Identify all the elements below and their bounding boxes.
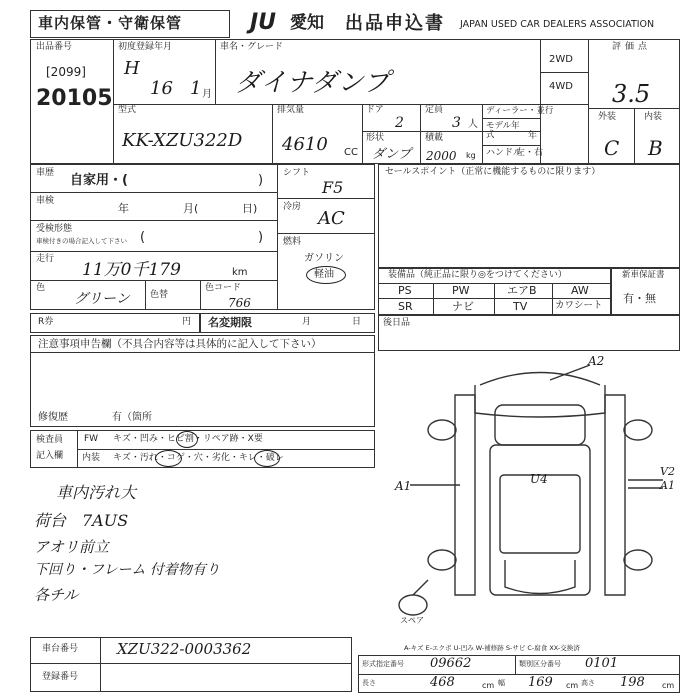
color-code-value: 766 bbox=[228, 296, 251, 310]
recv-note: 車検付きの場合記入して下さい bbox=[36, 237, 127, 245]
chassis-value: XZU322-0003362 bbox=[117, 640, 252, 658]
registration-year: 16 bbox=[150, 78, 173, 99]
drive-4wd: 4WD bbox=[549, 81, 573, 92]
warranty-options: 有・無 bbox=[623, 292, 656, 305]
chassis-label: 車台番号 bbox=[42, 644, 79, 654]
note-line-5: 各チル bbox=[34, 586, 79, 604]
spare-wheel bbox=[399, 595, 427, 615]
body-type-label: 形状 bbox=[366, 133, 385, 143]
displacement-label: 排気量 bbox=[277, 105, 305, 115]
color-label: 色 bbox=[36, 283, 46, 293]
dent-circle bbox=[176, 431, 198, 448]
note-line-3: アオリ前立 bbox=[34, 538, 109, 556]
spec-model-label: 形式指定番号 bbox=[362, 660, 404, 668]
fuel-label: 燃料 bbox=[283, 237, 302, 247]
load-unit: kg bbox=[466, 151, 476, 160]
car-name: ダイナダンプ bbox=[235, 68, 390, 98]
warranty-label: 新車保証書 bbox=[622, 270, 665, 280]
spec-height-unit: cm bbox=[662, 681, 675, 690]
inspector-fw-items: キズ・凹み・ヒビ割・リペア跡・X要 bbox=[113, 434, 263, 444]
doors-label: ドア bbox=[366, 105, 384, 115]
name-label: 車名・グレード bbox=[220, 42, 284, 52]
name-change-label: 名変期限 bbox=[208, 316, 252, 329]
spec-class-label: 類別区分番号 bbox=[519, 660, 561, 668]
history-label: 車歴 bbox=[36, 168, 55, 178]
name-change-month: 月 bbox=[302, 317, 312, 327]
spec-height-label: 高さ bbox=[581, 679, 595, 687]
lot-number: 20105 bbox=[36, 86, 113, 111]
handle-label: ハンドル bbox=[486, 148, 523, 158]
dealer-label: ディーラー・並行 bbox=[486, 106, 554, 116]
history-close: ) bbox=[258, 173, 264, 188]
cooling-value: AC bbox=[318, 208, 345, 229]
wheel-fl bbox=[428, 420, 456, 440]
spec-class-value: 0101 bbox=[585, 656, 619, 671]
fuel-diesel: 軽油 bbox=[314, 269, 334, 280]
equip-navi: ナビ bbox=[452, 300, 474, 313]
name-change-day: 日 bbox=[352, 317, 362, 327]
note-line-4: 下回り・フレーム 付着物有り bbox=[34, 562, 220, 578]
spare-label: スペア bbox=[400, 616, 424, 625]
truck-right-side bbox=[605, 395, 625, 595]
worn-circle bbox=[254, 450, 280, 467]
model-label: 型式 bbox=[118, 105, 137, 115]
interior-label: 内装 bbox=[644, 112, 663, 122]
leader-a2 bbox=[550, 365, 590, 380]
selling-point-label: セールスポイント（正常に機能するものに限ります） bbox=[385, 167, 601, 177]
spec-height-value: 198 bbox=[620, 675, 645, 690]
mark-a2: A2 bbox=[588, 354, 605, 368]
leader-spare bbox=[413, 580, 428, 595]
after-reg-label: 後日品 bbox=[383, 318, 411, 328]
interior-grade: B bbox=[648, 136, 663, 160]
recv-open: ( bbox=[140, 230, 146, 245]
equip-aw: AW bbox=[571, 284, 589, 297]
inspection-month: 月( bbox=[183, 202, 199, 215]
load-value: 2000 bbox=[426, 149, 457, 163]
color-value: グリーン bbox=[74, 291, 130, 307]
spec-width-value: 169 bbox=[528, 675, 553, 690]
damage-legend: A-キズ E-エクボ U-凹み W-補修跡 S-サビ C-腐食 XX-交換済 bbox=[404, 644, 580, 652]
mileage-label: 走行 bbox=[36, 254, 55, 264]
plate-label: 登録番号 bbox=[42, 672, 79, 682]
model-year-suffix: 年 bbox=[528, 131, 538, 141]
inspector-int-items: キズ・汚れ・コゲ・穴・劣化・キレ・破レ bbox=[113, 453, 284, 463]
doors-value: 2 bbox=[395, 115, 404, 131]
displacement-value: 4610 bbox=[282, 134, 328, 155]
registration-era: H bbox=[124, 58, 140, 79]
sheet-title: 出品申込書 bbox=[345, 13, 445, 34]
registration-month-suffix: 月 bbox=[202, 89, 212, 100]
recycle-label: R券 bbox=[38, 317, 54, 327]
fuel-gasoline: ガソリン bbox=[304, 253, 344, 264]
lot-label: 出品番号 bbox=[36, 42, 73, 52]
handle-options: 左・右 bbox=[516, 148, 544, 158]
equip-sr: SR bbox=[398, 300, 413, 313]
load-label: 積載 bbox=[425, 133, 444, 143]
inspection-label: 車検 bbox=[36, 196, 55, 206]
repaint-label: 色替 bbox=[150, 290, 169, 300]
damage-diagram bbox=[380, 355, 695, 625]
truck-rear bbox=[505, 560, 575, 594]
wheel-rr bbox=[624, 550, 652, 570]
spec-length-unit: cm bbox=[482, 681, 495, 690]
inspection-year: 年 bbox=[118, 202, 129, 215]
equip-leather-seat: カワシート bbox=[555, 300, 603, 311]
selling-point-box bbox=[378, 164, 680, 268]
spec-length-value: 468 bbox=[430, 675, 455, 690]
capacity-unit: 人 bbox=[468, 119, 478, 130]
mileage-value: 11万0千179 bbox=[82, 260, 181, 280]
mileage-unit: km bbox=[232, 267, 248, 278]
notes-label: 注意事項申告欄（不具合内容等は具体的に記入して下さい） bbox=[38, 338, 322, 350]
mark-a1-left: A1 bbox=[395, 479, 412, 493]
after-reg-box bbox=[378, 315, 680, 351]
wheel-rl bbox=[428, 550, 456, 570]
color-code-label: 色コード bbox=[205, 283, 242, 293]
registration-month: 1 bbox=[190, 78, 202, 99]
shift-value: F5 bbox=[322, 178, 344, 197]
equip-pw: PW bbox=[452, 284, 470, 297]
rating-label: 評価点 bbox=[612, 42, 652, 52]
lot-bracket: [2099] bbox=[46, 65, 86, 79]
registration-label: 初度登録年月 bbox=[118, 42, 173, 52]
inspector-int-label: 内装 bbox=[82, 453, 101, 463]
shift-label: シフト bbox=[283, 168, 311, 178]
mark-v2: V2 bbox=[660, 465, 675, 478]
inspector-fw-label: FW bbox=[84, 434, 99, 444]
wheel-fr bbox=[624, 420, 652, 440]
spec-length-label: 長さ bbox=[362, 679, 376, 687]
drive-2wd: 2WD bbox=[549, 54, 573, 65]
equip-ps: PS bbox=[398, 284, 412, 297]
stain-circle bbox=[155, 450, 182, 467]
storage-title: 車内保管・守衛保管 bbox=[38, 14, 183, 32]
cooling-label: 冷房 bbox=[283, 202, 302, 212]
body-type-value: ダンプ bbox=[372, 147, 412, 162]
repair-value: 有（箇所 bbox=[112, 412, 152, 423]
repair-label: 修復歴 bbox=[38, 412, 68, 423]
org-name: 愛知 bbox=[290, 13, 324, 33]
recv-label: 受検形態 bbox=[36, 224, 73, 234]
equipment-label: 装備品（純正品に限り◎をつけてください） bbox=[388, 270, 567, 280]
capacity-value: 3 bbox=[452, 115, 461, 131]
mark-u4: U4 bbox=[530, 472, 548, 486]
rating-score: 3.5 bbox=[612, 80, 651, 108]
fuel-diesel-circle bbox=[306, 266, 346, 284]
recycle-box bbox=[30, 313, 200, 333]
model-year-label: モデル年式 bbox=[486, 121, 520, 140]
spec-model-value: 09662 bbox=[430, 656, 472, 671]
truck-left-side bbox=[455, 395, 475, 595]
truck-front-roof bbox=[480, 373, 600, 386]
equip-airbag: エアB bbox=[507, 284, 537, 297]
inspector-label-2: 記入欄 bbox=[36, 451, 64, 461]
ju-logo: JU bbox=[250, 10, 277, 35]
capacity-label: 定員 bbox=[425, 105, 444, 115]
spec-width-label: 幅 bbox=[498, 679, 505, 687]
note-line-2: 荷台 7AUS bbox=[34, 511, 129, 530]
spec-width-unit: cm bbox=[566, 681, 579, 690]
exterior-grade: C bbox=[604, 136, 620, 160]
exterior-label: 外装 bbox=[598, 112, 617, 122]
recycle-unit: 円 bbox=[182, 317, 192, 327]
inspector-label: 検査員 bbox=[36, 435, 64, 445]
model-value: KK-XZU322D bbox=[122, 130, 243, 151]
truck-bed-inner bbox=[500, 472, 580, 553]
history-value: 自家用・( bbox=[70, 173, 128, 188]
mark-a1-right: A1 bbox=[660, 479, 675, 492]
inspection-day: 日) bbox=[242, 202, 258, 215]
displacement-unit: CC bbox=[344, 147, 358, 158]
association-subtitle: JAPAN USED CAR DEALERS ASSOCIATION bbox=[460, 19, 655, 30]
truck-top-cab bbox=[495, 405, 585, 445]
recv-close: ) bbox=[258, 230, 264, 245]
equip-tv: TV bbox=[513, 300, 528, 313]
note-line-1: 車内汚れ大 bbox=[56, 483, 137, 502]
